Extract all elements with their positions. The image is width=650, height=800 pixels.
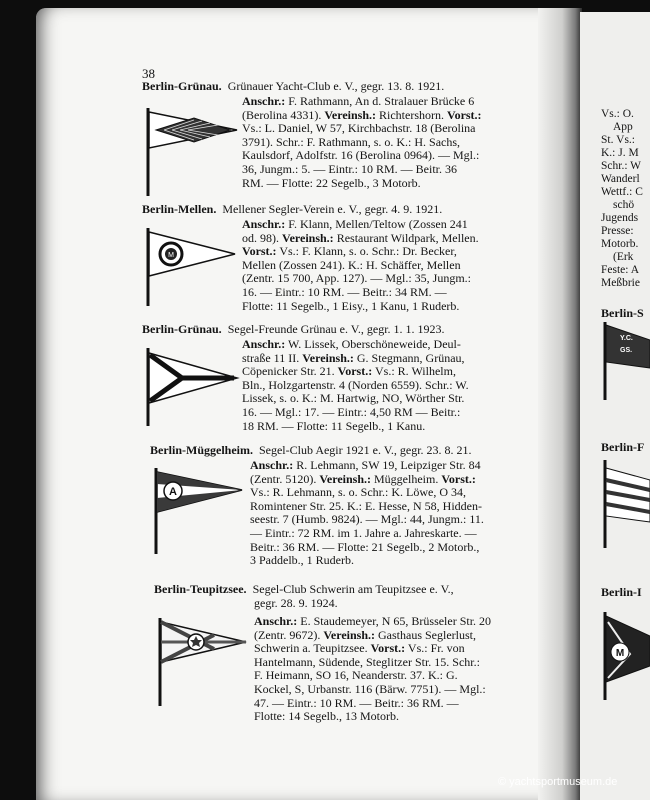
entry-title: Mellener Segler-Verein e. V., gegr. 4. 9. 1921. bbox=[222, 202, 443, 216]
club-burgee-letter-m bbox=[600, 612, 650, 702]
right-page-line: K.: J. M bbox=[601, 147, 639, 159]
right-page-line: St. Vs.: bbox=[601, 134, 635, 146]
club-burgee-letter-a bbox=[150, 468, 250, 558]
club-entry bbox=[154, 582, 492, 724]
copyright-watermark: © yachtsportmuseum.de bbox=[498, 776, 618, 788]
club-burgee-striped bbox=[600, 460, 650, 550]
svg-text:M: M bbox=[615, 648, 625, 659]
club-burgee-roundel bbox=[142, 228, 242, 308]
entry-body: Anschr.: F. Rathmann, An d. Stralauer Brücke 6 (Berolina 4331). Vereinsh.: Richtershorn. Vorst.: Vs.: L. Daniel, W 57, Kirchbachstr. 18 (Berolina 3791). Schr.: F. Rathmann, s. o. K.: H. Sachs, Kaulsdorf, Adolfstr. 16 (Berolina 0964). — Mgl.: 36, Jungm.: 5. — Eintr.: 10 RM. — Beitr. 36 RM. — Flotte: 22 Segelb., 3 Motorb. bbox=[242, 94, 482, 190]
flag-letter: M bbox=[168, 252, 174, 259]
entry-body: Anschr.: R. Lehmann, SW 19, Leipziger Str. 84 (Zentr. 5120). Vereinsh.: Müggelheim. Vorst.: Vs.: R. Lehmann, s. o. Schr.: K. Löwe, O 34, Romintener Str. 25. K.: E. Hesse, N 58, Hidden- seestr. 7 (Humb. 9824). — Mgl.: 44, Jungm.: 11. — Eintr.: 72 RM. im 1. Jahre a. Jahreskarte. — Beitr.: 36 RM. — Flotte: 21 Segelb., 2 Motorb., 3 Paddelb., 1 Ruderb. bbox=[250, 458, 484, 568]
right-page-line: Wettf.: C bbox=[601, 186, 643, 198]
club-entry bbox=[142, 322, 469, 433]
svg-text:Y.C.: Y.C. bbox=[620, 335, 633, 342]
page-number: 38 bbox=[142, 66, 155, 81]
entry-body: Anschr.: E. Staudemeyer, N 65, Brüsseler Str. 20 (Zentr. 9672). Vereinsh.: Gasthaus Seglerlust, Schwerin a. Teupitzsee. Vorst.: Vs.: Fr. von Hantelmann, Südende, Steglitzer Str. 15. Schr.: F. Heimann, SO 16, Neanderstr. 37. K.: G. Kockel, S, Urbanstr. 116 (Bärw. 7751). — Mgl.: 47. — Eintr.: 10 RM. — Beitr.: 36 RM. — Flotte: 14 Segelb., 13 Motorb. bbox=[254, 614, 492, 724]
svg-text:GS.: GS. bbox=[620, 347, 633, 354]
entry-location: Berlin-Teupitzsee. bbox=[154, 582, 247, 596]
entry-title-continued: gegr. 28. 9. 1924. bbox=[254, 596, 338, 610]
club-burgee-cross-star bbox=[154, 618, 254, 708]
right-page-location: Berlin-F bbox=[601, 440, 645, 454]
right-page-line: Vs.: O. bbox=[601, 108, 634, 120]
entry-title: Grünauer Yacht-Club e. V., gegr. 13. 8. 1921. bbox=[227, 79, 445, 93]
right-page-line: Jugends bbox=[601, 212, 639, 224]
club-burgee-y-cross bbox=[142, 348, 242, 428]
right-page-line: Schr.: W bbox=[601, 160, 642, 172]
right-page-line: (Erk bbox=[613, 251, 634, 263]
club-entry bbox=[150, 443, 484, 568]
club-entry bbox=[142, 202, 479, 313]
club-burgee-yc-gs bbox=[600, 322, 650, 402]
club-entry bbox=[142, 79, 482, 190]
entry-location: Berlin-Grünau. bbox=[142, 322, 222, 336]
entry-title: Segel-Club Schwerin am Teupitzsee e. V., bbox=[252, 582, 454, 596]
right-page-line: Wanderl bbox=[601, 173, 640, 185]
flag-letter: A bbox=[169, 486, 177, 498]
entry-title: Segel-Freunde Grünau e. V., gegr. 1. 1. 1923. bbox=[227, 322, 445, 336]
entry-title: Segel-Club Aegir 1921 e. V., gegr. 23. 8. 21. bbox=[258, 443, 472, 457]
entry-location: Berlin-Mellen. bbox=[142, 202, 217, 216]
club-burgee-diamond bbox=[142, 108, 242, 198]
right-page-line: App bbox=[613, 121, 633, 133]
entry-body: Anschr.: W. Lissek, Oberschöneweide, Deul- straße 11 II. Vereinsh.: G. Stegmann, Grünau, Cöpenicker Str. 21. Vorst.: Vs.: R. Wilhelm, Bln., Holzgartenstr. 4 (Norden 6559). Schr.: W. Lissek, s. o. K.: M. Hartwig, NO, Wörther Str. 16. — Mgl.: 17. — Eintr.: 4,50 RM — Beitr.: 18 RM. — Flotte: 11 Segelb., 1 Kanu. bbox=[242, 337, 469, 433]
right-page-location: Berlin-S bbox=[601, 306, 644, 320]
right-page-line: Presse: bbox=[601, 225, 634, 237]
right-page-line: Meßbrie bbox=[601, 277, 640, 289]
entry-location: Berlin-Grünau. bbox=[142, 79, 222, 93]
right-page-line: Motorb. bbox=[601, 238, 639, 250]
right-page-location: Berlin-I bbox=[601, 585, 642, 599]
right-page-line: Feste: A bbox=[601, 264, 640, 276]
right-page-line: schö bbox=[613, 199, 635, 211]
entry-location: Berlin-Müggelheim. bbox=[150, 443, 253, 457]
entry-body: Anschr.: F. Klann, Mellen/Teltow (Zossen 241 od. 98). Vereinsh.: Restaurant Wildpark, Mellen. Vorst.: Vs.: F. Klann, s. o. Schr.: Dr. Becker, Mellen (Zossen 241). K.: H. Schäffer, Mellen (Zentr. 15 700, App. 127). — Mgl.: 35, Jungm.: 16. — Eintr.: 10 RM. — Beitr.: 34 RM. — Flotte: 11 Segelb., 1 Eisy., 1 Kanu, 1 Ruderb. bbox=[242, 217, 479, 313]
